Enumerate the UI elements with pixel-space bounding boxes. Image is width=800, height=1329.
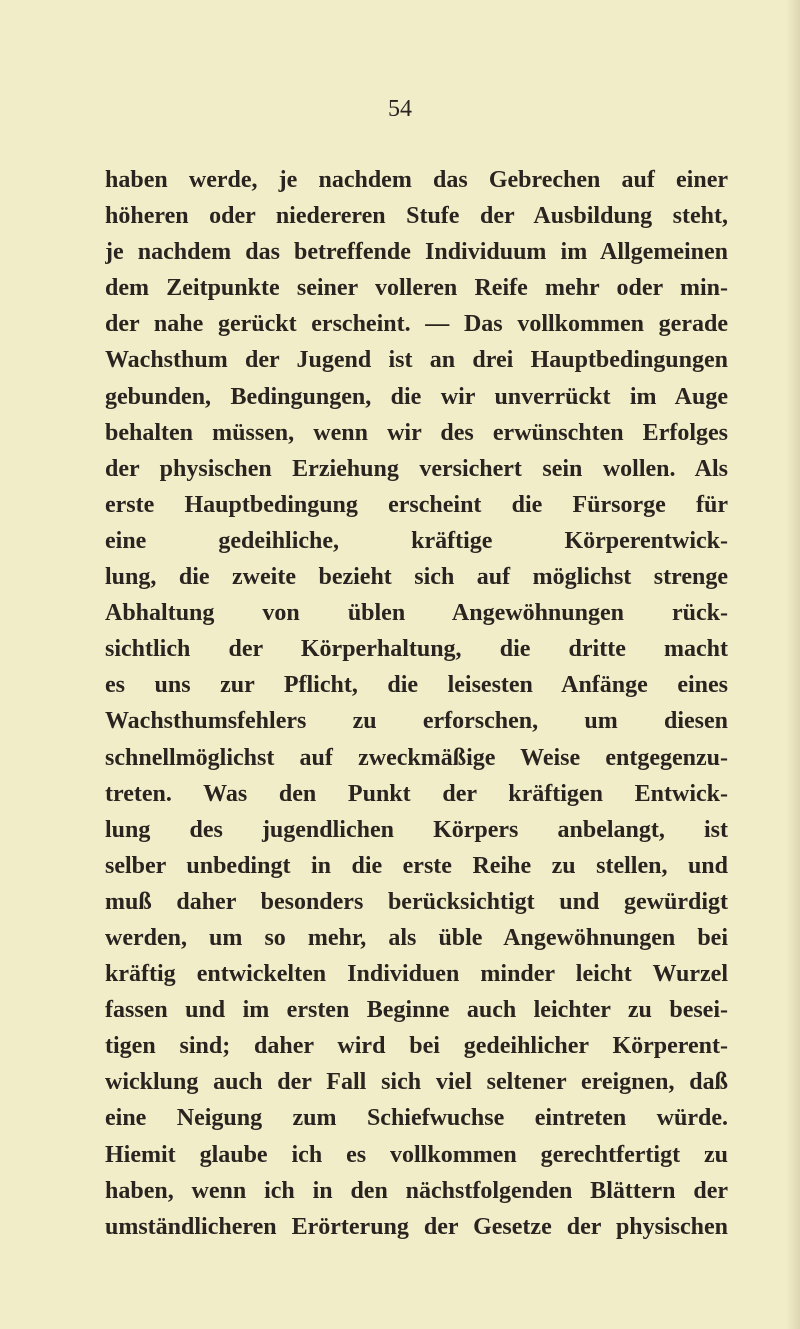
text-line: der nahe gerückt erscheint. — Das vollkommen gerade	[105, 311, 728, 338]
text-line: Abhaltung von üblen Angewöhnungen rück-	[105, 600, 728, 627]
text-line: eine gedeihliche, kräftige Körperentwick-	[105, 527, 728, 554]
text-line: je nachdem das betreffende Individuum im Allgemeinen	[105, 239, 728, 266]
text-line: sichtlich der Körperhaltung, die dritte macht	[105, 636, 728, 663]
text-line: umständlicheren Erörterung der Gesetze der physischen	[105, 1213, 728, 1240]
text-line: schnellmöglichst auf zweckmäßige Weise entgegenzu-	[105, 744, 728, 771]
text-line: erste Hauptbedingung erscheint die Fürsorge für	[105, 491, 728, 518]
text-line: muß daher besonders berücksichtigt und gewürdigt	[105, 888, 728, 915]
text-line: behalten müssen, wenn wir des erwünschten Erfolges	[105, 419, 728, 446]
text-line: selber unbedingt in die erste Reihe zu stellen, und	[105, 852, 728, 879]
text-line: kräftig entwickelten Individuen minder leicht Wurzel	[105, 961, 728, 988]
text-line: Wachsthumsfehlers zu erforschen, um diesen	[105, 708, 728, 735]
text-line: haben, wenn ich in den nächstfolgenden Blättern der	[105, 1177, 728, 1204]
text-line: lung des jugendlichen Körpers anbelangt, ist	[105, 816, 728, 843]
text-line: höheren oder niedereren Stufe der Ausbildung steht,	[105, 203, 728, 230]
text-line: Wachsthum der Jugend ist an drei Hauptbedingungen	[105, 347, 728, 374]
text-line: lung, die zweite bezieht sich auf möglichst strenge	[105, 564, 728, 591]
body-text	[105, 162, 728, 1245]
page-number: 54	[388, 96, 412, 122]
text-line: dem Zeitpunkte seiner volleren Reife mehr oder min-	[105, 275, 728, 302]
text-line: treten. Was den Punkt der kräftigen Entwick-	[105, 780, 728, 807]
text-line: haben werde, je nachdem das Gebrechen auf einer	[105, 167, 728, 193]
text-line: gebunden, Bedingungen, die wir unverrückt im Auge	[105, 383, 728, 410]
text-line: wicklung auch der Fall sich viel seltener ereignen, daß	[105, 1069, 728, 1096]
text-line: tigen sind; daher wird bei gedeihlicher Körperent-	[105, 1033, 728, 1060]
text-line: werden, um so mehr, als üble Angewöhnungen bei	[105, 924, 728, 951]
text-line: Hiemit glaube ich es vollkommen gerechtfertigt zu	[105, 1141, 728, 1168]
text-line: der physischen Erziehung versichert sein wollen. Als	[105, 455, 728, 482]
page-edge-shadow	[786, 0, 800, 1329]
text-line: fassen und im ersten Beginne auch leichter zu besei-	[105, 997, 728, 1024]
text-line: es uns zur Pflicht, die leisesten Anfänge eines	[105, 672, 728, 699]
text-line: eine Neigung zum Schiefwuchse eintreten würde.	[105, 1105, 728, 1132]
